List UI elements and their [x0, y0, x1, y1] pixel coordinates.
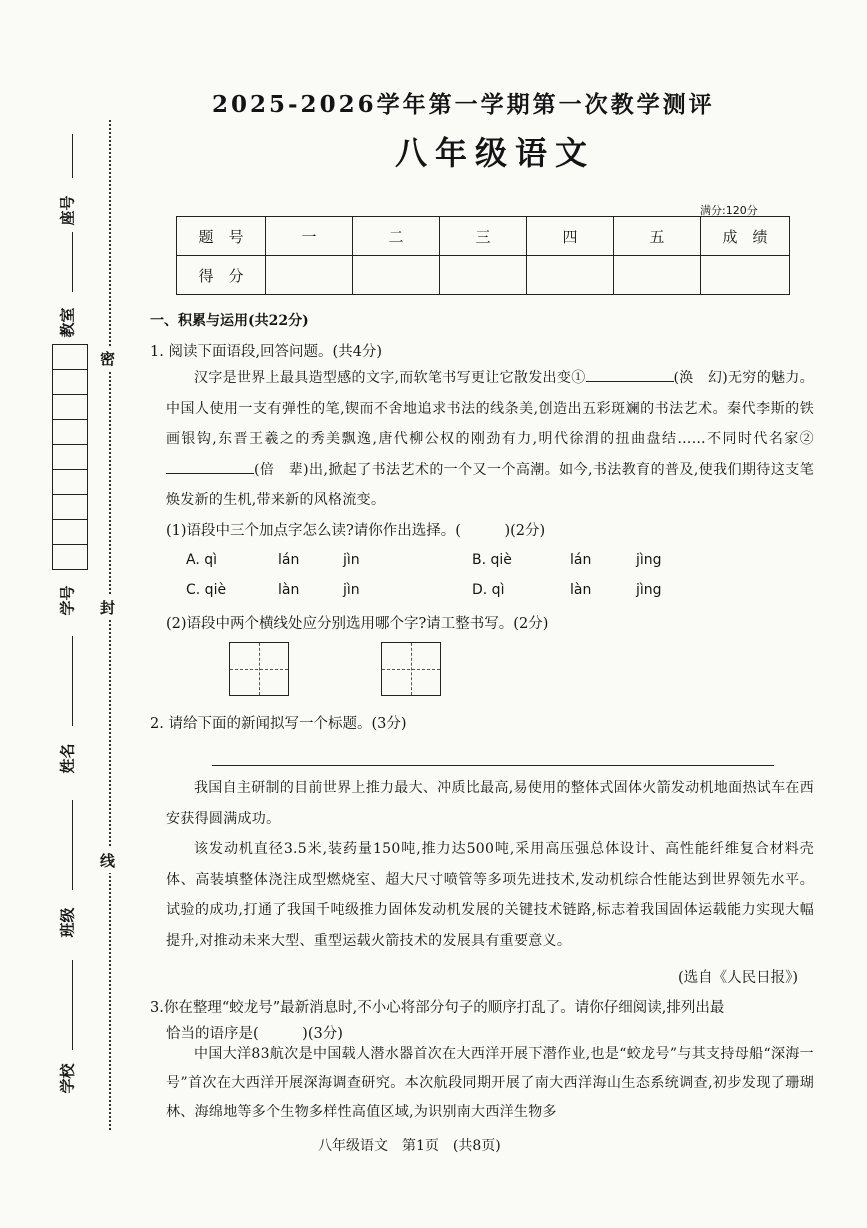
score-table	[176, 216, 790, 295]
room-label: 教室	[58, 307, 77, 338]
q1-passage	[166, 363, 814, 516]
score-header-cell: 二	[353, 217, 440, 256]
page-footer: 八年级语文 第1页 (共8页)	[318, 1138, 501, 1154]
score-header-cell: 五	[614, 217, 701, 256]
exam-title: 2025-2026学年第一学期第一次教学测评	[212, 91, 715, 118]
subject-title: 八年级语文	[395, 134, 596, 172]
student-id-grid[interactable]	[52, 344, 88, 570]
option-a-c: jìn	[343, 552, 360, 568]
option-c: C. qiè	[186, 582, 227, 598]
score-header-cell: 题 号	[177, 217, 266, 256]
score-table-header-row	[177, 217, 790, 256]
option-d-c: jìng	[636, 582, 662, 598]
full-score: 满分:120分	[700, 204, 758, 217]
option-d-b: làn	[570, 582, 592, 598]
q2-news-para1: 我国自主研制的目前世界上推力最大、冲质比最高,易使用的整体式固体火箭发动机地面热试车在西安获得圆满成功。	[166, 780, 814, 827]
option-b: B. qiè	[472, 552, 512, 568]
score-cell[interactable]	[440, 256, 527, 295]
writing-box-2[interactable]	[381, 642, 441, 696]
score-header-cell: 四	[527, 217, 614, 256]
q1-sub1: (1)语段中三个加点字怎么读?请你作出选择。( )(2分)	[166, 523, 546, 539]
q2-news-para2: 该发动机直径3.5米,装药量150吨,推力达500吨,采用高压强总体设计、高性能纤维复合材料壳体、高装填整体浇注成型燃烧室、超大尺寸喷管等多项先进技术,发动机综合性能达到世界领先水平。试验的成功,打通了我国千吨级推力固体发动机发展的关键技术链路,标志着我国固体运载能力实现大幅提升,对推动未来大型、重型运载火箭技术的发展具有重要意义。	[166, 841, 814, 949]
blank-1[interactable]	[586, 367, 674, 382]
score-cell[interactable]	[614, 256, 701, 295]
name-underline	[72, 636, 73, 726]
score-header-cell: 一	[266, 217, 353, 256]
option-b-c: jìng	[636, 552, 662, 568]
option-d: D. qì	[472, 582, 505, 598]
option-a-b: lán	[278, 552, 300, 568]
q1-passage-part3: (倍 辈)出,掀起了书法艺术的一个又一个高潮。如今,书法教育的普及,使我们期待这支笔焕发新的生机,带来新的风格流变。	[166, 461, 814, 508]
score-cell[interactable]	[353, 256, 440, 295]
score-header-cell: 成 绩	[701, 217, 790, 256]
q1-passage-part2: (涣 幻)无穷的魅力。中国人使用一支有弹性的笔,锲而不舍地追求书法的线条美,创造出五彩斑斓的书法艺术。秦代李斯的铁画银钩,东晋王羲之的秀美飘逸,唐代柳公权的刚劲有力,明代徐渭的扭曲盘结……不同时代名家②	[166, 370, 814, 447]
option-a: A. qì	[186, 552, 218, 568]
seal-char-xian: 线	[100, 848, 115, 873]
option-b-b: lán	[570, 552, 592, 568]
name-label: 姓名	[58, 743, 77, 774]
seal-char-feng: 封	[100, 595, 115, 620]
score-row-label: 得 分	[177, 256, 266, 295]
q3-stem-line2: 恰当的语序是( )(3分)	[166, 1026, 343, 1042]
q2-stem: 2. 请给下面的新闻拟写一个标题。(3分)	[150, 716, 407, 732]
room-underline	[72, 232, 73, 292]
class-underline	[72, 800, 73, 890]
class-label: 班级	[58, 907, 77, 938]
score-cell[interactable]	[527, 256, 614, 295]
seal-line	[109, 120, 111, 1130]
seal-char-mi: 密	[100, 346, 115, 371]
section-heading: 一、积累与运用(共22分)	[150, 313, 309, 329]
blank-2[interactable]	[166, 459, 254, 474]
student-id-label: 学号	[58, 585, 77, 616]
q2-answer-line[interactable]	[212, 765, 774, 766]
option-c-c: jìn	[343, 582, 360, 598]
q1-sub2: (2)语段中两个横线处应分别选用哪个字?请工整书写。(2分)	[166, 616, 549, 632]
seat-underline	[72, 134, 73, 178]
score-table-score-row	[177, 256, 790, 295]
q3-passage: 中国大洋83航次是中国载人潜水器首次在大西洋开展下潜作业,也是“蛟龙号”与其支持母船“深海一号”首次在大西洋开展深海调查研究。本次航段同期开展了南大西洋海山生态系统调查,初步发现了珊瑚林、海绵地等多个生物多样性高值区域,为识别南大西洋生物多	[166, 1046, 814, 1120]
q3-stem-line1: 3.你在整理“蛟龙号”最新消息时,不小心将部分句子的顺序打乱了。请你仔细阅读,排列出最	[150, 1000, 725, 1016]
option-c-b: làn	[278, 582, 300, 598]
q1-passage-part1: 汉字是世界上最具造型感的文字,而软笔书写更让它散发出变①	[194, 370, 586, 386]
q2-source: (选自《人民日报》)	[678, 970, 799, 986]
score-cell[interactable]	[266, 256, 353, 295]
score-header-cell: 三	[440, 217, 527, 256]
seat-label: 座号	[58, 195, 77, 226]
school-underline	[72, 960, 73, 1050]
q1-stem: 1. 阅读下面语段,回答问题。(共4分)	[150, 344, 383, 360]
school-label: 学校	[58, 1063, 77, 1094]
writing-box-1[interactable]	[229, 642, 289, 696]
score-cell[interactable]	[701, 256, 790, 295]
